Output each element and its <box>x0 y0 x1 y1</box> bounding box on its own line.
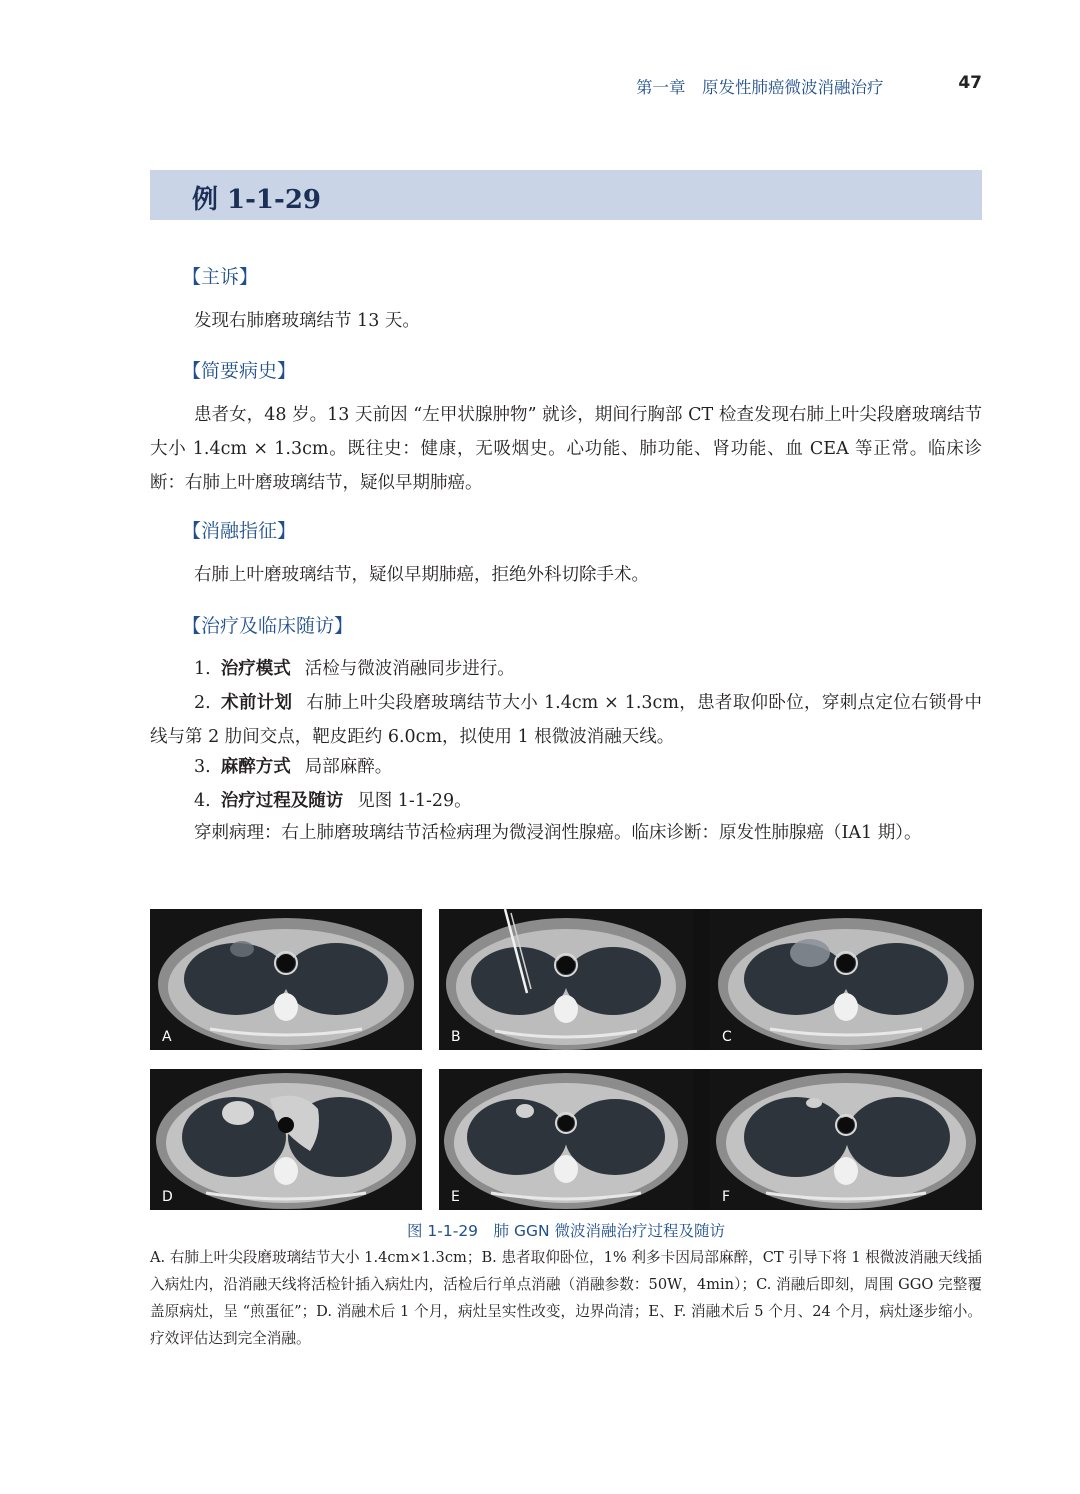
item-number: 4. <box>194 791 211 811</box>
panel-label-e: E <box>451 1189 460 1205</box>
item-number: 2. <box>194 693 211 713</box>
item-term: 术前计划 <box>220 693 293 713</box>
ct-figure-grid <box>150 909 982 1211</box>
panel-label-b: B <box>451 1029 461 1045</box>
ct-image-f <box>710 1069 982 1210</box>
page-number: 47 <box>958 73 982 93</box>
item-number: 1. <box>194 659 211 679</box>
item-text: 右肺上叶尖段磨玻璃结节大小 1.4cm × 1.3cm，患者取仰卧位，穿刺点定位右锁骨中线与第 2 肋间交点，靶皮距约 6.0cm，拟使用 1 根微波消融天线。 <box>150 693 983 747</box>
ct-image-d <box>150 1069 422 1210</box>
item-text: 见图 1-1-29。 <box>357 791 472 811</box>
case-title: 例 1-1-29 <box>192 185 321 215</box>
indication-text: 右肺上叶磨玻璃结节，疑似早期肺癌，拒绝外科切除手术。 <box>194 565 649 585</box>
running-header <box>636 74 982 100</box>
ct-image-a <box>150 909 422 1050</box>
treatment-item-2 <box>150 686 982 754</box>
section-heading-history: 【简要病史】 <box>182 360 297 382</box>
history-text: 患者女，48 岁。13 天前因 “左甲状腺肿物” 就诊，期间行胸部 CT 检查发现右肺上叶尖段磨玻璃结节大小 1.4cm × 1.3cm。既往史：健康，无吸烟史。心功能、肺功能、肾功能、血 CEA 等正常。临床诊断：右肺上叶磨玻璃结节，疑似早期肺癌。 <box>150 405 982 493</box>
figure-caption: 图 1-1-29 肺 GGN 微波消融治疗过程及随访 <box>406 1222 726 1240</box>
item-text: 活检与微波消融同步进行。 <box>304 659 515 679</box>
section-heading-complaint: 【主诉】 <box>182 266 259 288</box>
item-term: 治疗模式 <box>220 659 291 679</box>
treatment-item-4 <box>150 784 982 818</box>
pathology-text: 穿刺病理：右上肺磨玻璃结节活检病理为微浸润性腺癌。临床诊断：原发性肺腺癌（ⅠA1 期）。 <box>194 823 922 843</box>
treatment-item-1 <box>150 652 982 686</box>
figure-legend: A. 右肺上叶尖段磨玻璃结节大小 1.4cm×1.3cm；B. 患者取仰卧位，1% 利多卡因局部麻醉，CT 引导下将 1 根微波消融天线插入病灶内，沿消融天线将活检针插入病灶内，活检后行单点消融（消融参数：50W，4min）；C. 消融后即刻，周围 GGO 完整覆盖原病灶，呈 “煎蛋征”；D. 消融术后 1 个月，病灶呈实性改变，边界尚清；E、F. 消融术后 5 个月、24 个月，病灶逐步缩小。疗效评估达到完全消融。 <box>150 1249 982 1347</box>
panel-label-d: D <box>162 1189 173 1205</box>
ct-image-c <box>710 909 982 1050</box>
panel-label-f: F <box>722 1189 731 1205</box>
ct-image-b <box>439 909 711 1050</box>
item-text: 局部麻醉。 <box>304 757 393 777</box>
item-term: 麻醉方式 <box>220 757 291 777</box>
section-heading-treatment: 【治疗及临床随访】 <box>182 615 354 637</box>
item-number: 3. <box>194 757 211 777</box>
complaint-text: 发现右肺磨玻璃结节 13 天。 <box>194 311 420 331</box>
case-title-band <box>150 170 982 220</box>
section-heading-indication: 【消融指征】 <box>182 520 297 542</box>
item-term: 治疗过程及随访 <box>220 791 344 811</box>
panel-label-a: A <box>162 1029 172 1045</box>
ct-image-e <box>439 1069 711 1210</box>
chapter-title: 第一章 原发性肺癌微波消融治疗 <box>636 78 884 97</box>
panel-label-c: C <box>722 1029 732 1045</box>
treatment-item-3 <box>150 750 982 784</box>
